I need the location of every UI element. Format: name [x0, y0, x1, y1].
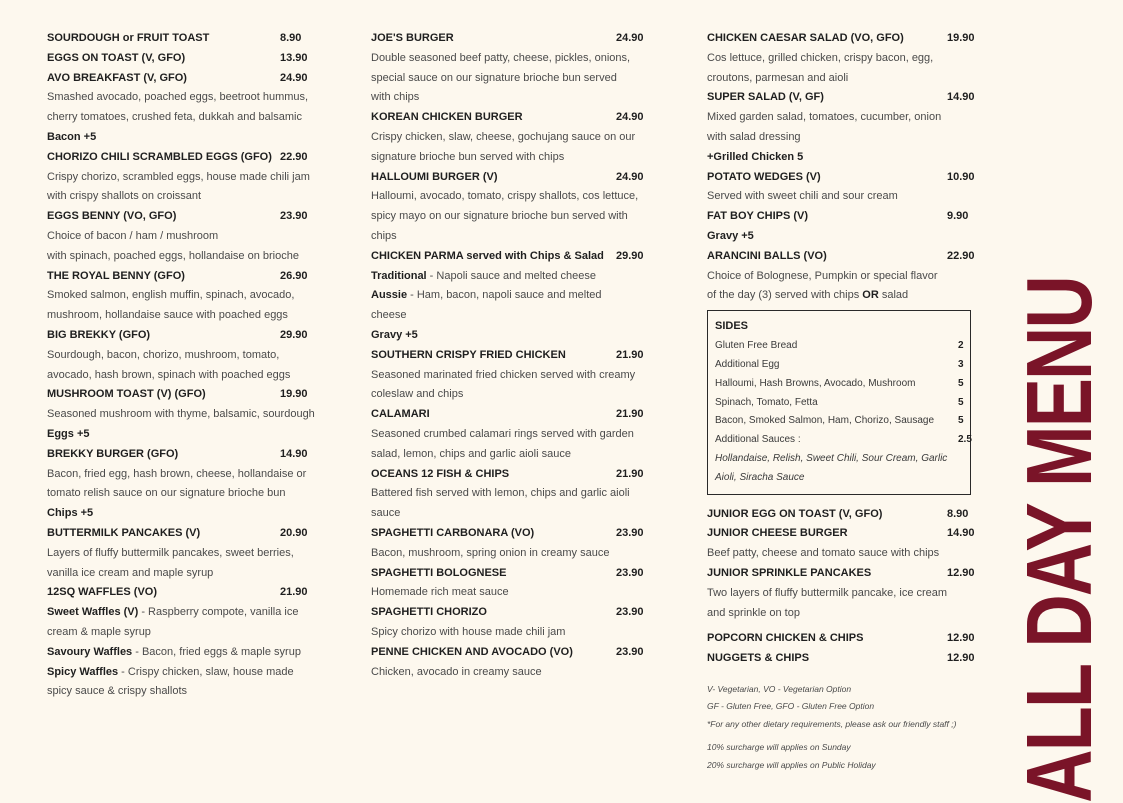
side-item-name: Halloumi, Hash Browns, Avocado, Mushroom	[715, 377, 916, 389]
menu-item-title	[47, 524, 319, 544]
side-item-name: Spinach, Tomato, Fetta	[715, 396, 818, 408]
menu-column-mains	[371, 29, 649, 682]
menu-item-description	[371, 385, 649, 405]
menu-item-name: POPCORN CHICKEN & CHIPS	[707, 632, 864, 645]
menu-item-description-text: with crispy shallots on croissant	[47, 190, 202, 203]
surcharge-public-holiday: 20% surcharge will applies on Public Holiday	[707, 759, 876, 770]
menu-item-price: 14.90	[947, 527, 975, 540]
menu-item-description	[371, 69, 649, 89]
menu-item-description-text: Spicy chorizo with house made chili jam	[371, 625, 566, 638]
legend-dietary: *For any other dietary requirements, please ask our friendly staff ;)	[707, 718, 957, 729]
menu-item-description-text: Battered fish served with lemon, chips and garlic aioli	[371, 487, 630, 500]
menu-item-name: BUTTERMILK PANCAKES (V)	[47, 526, 201, 539]
menu-item-name: NUGGETS & CHIPS	[707, 652, 810, 665]
menu-item-price: 23.90	[616, 526, 644, 539]
menu-item-price: 24.90	[616, 111, 644, 124]
sides-title: SIDES	[715, 320, 749, 333]
menu-item-addon: Chips +5	[47, 507, 94, 520]
side-item	[715, 356, 963, 375]
all-day-menu-title-text: ALL DAY MENU	[1007, 277, 1111, 803]
menu-item-name: SPAGHETTI BOLOGNESE	[371, 566, 507, 579]
menu-item-price: 21.90	[616, 408, 644, 421]
menu-item-name: AVO BREAKFAST (V, GFO)	[47, 71, 187, 84]
menu-item-description-text: salad, lemon, chips and garlic aioli sauce	[371, 447, 571, 460]
menu-item-title	[707, 168, 979, 188]
side-item-price: 5	[958, 415, 964, 427]
menu-item-description	[707, 187, 979, 207]
menu-item-description	[47, 643, 319, 663]
menu-item-description-text: Bacon, fried egg, hash brown, cheese, hollandaise or	[47, 467, 307, 480]
menu-item-description	[371, 267, 649, 287]
menu-item-description	[371, 583, 649, 603]
menu-item-description	[707, 128, 979, 148]
menu-item-description	[47, 682, 319, 702]
menu-item-description	[47, 247, 319, 267]
menu-item-description-text: croutons, parmesan and aioli	[707, 71, 849, 84]
menu-item-title	[371, 108, 649, 128]
menu-item-price: 14.90	[947, 91, 975, 104]
menu-item-name: JUNIOR CHEESE BURGER	[707, 527, 848, 540]
menu-item-description	[371, 148, 649, 168]
menu-item-description	[371, 128, 649, 148]
menu-item-description-text: with spinach, poached eggs, hollandaise on brioche	[47, 249, 299, 262]
menu-item-name: ARANCINI BALLS (VO)	[707, 249, 827, 262]
menu-item-price: 24.90	[616, 32, 644, 44]
menu-item-title	[371, 643, 649, 663]
menu-item-description	[47, 88, 319, 108]
menu-item-price: 12.90	[947, 566, 975, 579]
side-item-price: 2.5	[958, 434, 972, 446]
menu-item-price: 26.90	[280, 269, 308, 282]
menu-item-description	[707, 69, 979, 89]
menu-item-description	[371, 484, 649, 504]
menu-item-option-name: Traditional	[371, 269, 427, 282]
menu-item-option-name: Aussie	[371, 289, 408, 302]
menu-item-price: 29.90	[616, 249, 644, 262]
menu-item-title	[371, 247, 649, 267]
side-item	[715, 375, 963, 394]
menu-item-description-text: Halloumi, avocado, tomato, crispy shallots, cos lettuce,	[371, 190, 639, 203]
menu-item-description-text: Seasoned mushroom with thyme, balsamic, sourdough	[47, 408, 315, 421]
side-item	[715, 412, 963, 431]
menu-item-description-text: Crispy chicken, slaw, cheese, gochujang sauce on our	[371, 130, 636, 143]
menu-item-price: 19.90	[947, 32, 975, 44]
menu-item-option-name: Sweet Waffles (V)	[47, 606, 139, 619]
menu-item-title	[371, 524, 649, 544]
menu-item-price: 21.90	[616, 467, 644, 480]
menu-item-description-text: Choice of bacon / ham / mushroom	[47, 229, 219, 242]
menu-item-description-text: chips	[371, 229, 397, 242]
side-item-name: Additional Egg	[715, 358, 780, 370]
menu-item-description	[47, 405, 319, 425]
menu-item-price: 23.90	[616, 606, 644, 619]
menu-item-addon: Gravy +5	[371, 328, 418, 341]
menu-item-description-text: cherry tomatoes, crushed feta, dukkah and balsamic	[47, 111, 302, 124]
menu-item-price: 21.90	[616, 348, 644, 361]
menu-item-price: 14.90	[280, 447, 308, 460]
menu-item-description-text: Beef patty, cheese and tomato sauce with chips	[707, 547, 940, 560]
menu-item-description-text: mushroom, hollandaise sauce with poached eggs	[47, 309, 288, 322]
menu-item-description	[371, 286, 649, 306]
menu-item-title	[371, 465, 649, 485]
menu-item-description	[371, 227, 649, 247]
menu-item-description-text: Bacon, mushroom, spring onion in creamy sauce	[371, 546, 610, 559]
salads-and-snacks	[707, 29, 979, 306]
menu-item-name: MUSHROOM TOAST (V) (GFO)	[47, 388, 206, 401]
menu-item-description	[707, 584, 979, 604]
menu-item-name: SPAGHETTI CARBONARA (VO)	[371, 526, 535, 539]
side-item-name: Bacon, Smoked Salmon, Ham, Chorizo, Sausage	[715, 415, 934, 427]
menu-item-title	[707, 88, 979, 108]
menu-item-name: SOURDOUGH or FRUIT TOAST	[47, 32, 210, 44]
menu-item-description	[47, 465, 319, 485]
side-item	[715, 394, 963, 413]
menu-item-price: 22.90	[280, 150, 308, 163]
menu-item-name: EGGS ON TOAST (V, GFO)	[47, 51, 186, 64]
menu-item-price: 12.90	[947, 652, 975, 665]
menu-item-price: 22.90	[947, 249, 975, 262]
menu-column-breakfast	[47, 29, 319, 702]
menu-item-name: JUNIOR EGG ON TOAST (V, GFO)	[707, 507, 883, 520]
side-item-price: 5	[958, 377, 964, 389]
menu-item-price: 24.90	[616, 170, 644, 183]
menu-item-name: PENNE CHICKEN AND AVOCADO (VO)	[371, 645, 573, 658]
menu-item-name: 12SQ WAFFLES (VO)	[47, 586, 158, 599]
menu-item-title	[371, 564, 649, 584]
side-item-price: 2	[958, 340, 964, 352]
menu-item-description	[371, 445, 649, 465]
menu-item-description-text: Two layers of fluffy buttermilk pancake, ice cream	[707, 586, 948, 599]
menu-item-description-text: Sourdough, bacon, chorizo, mushroom, tomato,	[47, 348, 280, 361]
menu-item-price: 10.90	[947, 170, 975, 183]
menu-item-title	[371, 405, 649, 425]
menu-item-description-text: Mixed garden salad, tomatoes, cucumber, onion	[707, 111, 942, 124]
menu-item-description	[371, 544, 649, 564]
menu-item-description-text: Double seasoned beef patty, cheese, pickles, onions,	[371, 51, 631, 64]
menu-item-description-text: Seasoned marinated fried chicken served with creamy	[371, 368, 636, 381]
menu-item-description	[371, 49, 649, 69]
sides-box	[707, 310, 971, 494]
menu-item-title	[707, 207, 979, 227]
menu-item-description-text: and sprinkle on top	[707, 606, 800, 619]
menu-item-description	[371, 306, 649, 326]
menu-item-description	[371, 663, 649, 683]
menu-item-title	[47, 69, 319, 89]
menu-item-description	[47, 227, 319, 247]
menu-item-description-text: of the day (3) served with chips	[707, 289, 863, 302]
menu-item-title	[47, 49, 319, 69]
menu-item-price: 13.90	[280, 51, 308, 64]
menu-item-description	[47, 346, 319, 366]
menu-item-description-text: avocado, hash brown, spinach with poached eggs	[47, 368, 291, 381]
menu-item-title	[707, 505, 979, 525]
menu-item-description	[371, 504, 649, 524]
menu-item-description	[707, 544, 979, 564]
menu-item-description	[371, 207, 649, 227]
menu-item-description-text: Seasoned crumbed calamari rings served with garden	[371, 427, 634, 440]
menu-item-title	[371, 346, 649, 366]
menu-item-title	[47, 267, 319, 287]
menu-item-title	[47, 207, 319, 227]
menu-item-description	[707, 267, 979, 287]
menu-item-description	[47, 663, 319, 683]
sides-list	[715, 337, 972, 450]
menu-item-description	[47, 187, 319, 207]
menu-item-description	[371, 88, 649, 108]
menu-item-name: CHORIZO CHILI SCRAMBLED EGGS (GFO)	[47, 150, 272, 163]
menu-item-name: SUPER SALAD (V, GF)	[707, 91, 824, 104]
menu-item-price: 29.90	[280, 328, 308, 341]
menu-item-title	[47, 148, 319, 168]
menu-item-price: 23.90	[280, 210, 308, 223]
menu-item-addon: Gravy +5	[707, 229, 754, 242]
menu-item-title	[47, 385, 319, 405]
side-item-price: 5	[958, 396, 964, 408]
menu-item-title	[47, 326, 319, 346]
menu-item-name: SPAGHETTI CHORIZO	[371, 606, 487, 619]
menu-item-description-text: - Ham, bacon, napoli sauce and melted	[407, 289, 602, 302]
menu-item-name: CHICKEN CAESAR SALAD (VO, GFO)	[707, 32, 904, 44]
menu-item-title	[47, 583, 319, 603]
menu-item-title	[707, 524, 979, 544]
menu-item-description-text: Homemade rich meat sauce	[371, 586, 509, 599]
menu-item-description	[707, 286, 979, 306]
menu-item-description-text: spicy sauce & crispy shallots	[47, 685, 187, 698]
menu-item-description	[371, 187, 649, 207]
junior-menu	[707, 505, 979, 624]
menu-item-description-text: sauce	[371, 507, 401, 520]
menu-item-description-text: salad	[878, 289, 909, 302]
menu-item-title	[707, 649, 979, 669]
menu-item-description-text: tomato relish sauce on our signature brioche bun	[47, 487, 286, 500]
menu-item-name: HALLOUMI BURGER (V)	[371, 170, 498, 183]
menu-item-name: BREKKY BURGER (GFO)	[47, 447, 179, 460]
menu-item-description	[371, 425, 649, 445]
menu-item-description	[371, 366, 649, 386]
side-item-name: Additional Sauces :	[715, 434, 801, 446]
menu-item-description-text: - Napoli sauce and melted cheese	[426, 269, 597, 282]
menu-item-description	[707, 49, 979, 69]
menu-item-description-text: with chips	[371, 91, 420, 104]
menu-column-salads-sides	[707, 29, 979, 774]
menu-item-description-text: special sauce on our signature brioche bun served	[371, 71, 617, 84]
menu-item-description-text: Crispy chorizo, scrambled eggs, house made chili jam	[47, 170, 310, 183]
menu-item-addon: +Grilled Chicken 5	[707, 150, 804, 163]
menu-item-price: 19.90	[280, 388, 308, 401]
menu-item-description-text: vanilla ice cream and maple syrup	[47, 566, 214, 579]
menu-item-description-text: spicy mayo on our signature brioche bun served with	[371, 210, 628, 223]
menu-item-price: 23.90	[616, 566, 644, 579]
menu-item-title	[707, 29, 979, 49]
menu-item-description	[47, 286, 319, 306]
menu-item-price: 9.90	[947, 210, 969, 223]
menu-item-name: CHICKEN PARMA served with Chips & Salad	[371, 249, 604, 262]
menu-item-name: CALAMARI	[371, 408, 430, 421]
menu-item-emphasis: OR	[862, 289, 879, 302]
menu-item-name: FAT BOY CHIPS (V)	[707, 210, 809, 223]
legend-vegetarian: V- Vegetarian, VO - Vegetarian Option	[707, 683, 852, 694]
menu-item-description-text: signature brioche bun served with chips	[371, 150, 565, 163]
legend-gluten-free: GF - Gluten Free, GFO - Gluten Free Option	[707, 701, 875, 712]
menu-item-title	[707, 629, 979, 649]
menu-item-name: OCEANS 12 FISH & CHIPS	[371, 467, 510, 480]
kids-menu	[707, 629, 979, 669]
menu-item-name: BIG BREKKY (GFO)	[47, 328, 151, 341]
menu-item-description-text: - Raspberry compote, vanilla ice	[138, 606, 299, 619]
menu-item-description-text: cream & maple syrup	[47, 625, 151, 638]
menu-item-name: KOREAN CHICKEN BURGER	[371, 111, 523, 124]
menu-item-title	[47, 29, 319, 49]
menu-item-description	[47, 168, 319, 188]
menu-item-price: 23.90	[616, 645, 644, 658]
menu-item-description-text: Layers of fluffy buttermilk pancakes, sweet berries,	[47, 546, 294, 559]
menu-item-description	[47, 484, 319, 504]
menu-item-name: SOUTHERN CRISPY FRIED CHICKEN	[371, 348, 566, 361]
sides-sauce-note-2: Aioli, Siracha Sauce	[715, 471, 805, 483]
menu-item-price: 12.90	[947, 632, 975, 645]
surcharge-sunday: 10% surcharge will applies on Sunday	[707, 742, 851, 753]
menu-item-description	[707, 604, 979, 624]
menu-item-description	[47, 623, 319, 643]
menu-item-name: JOE'S BURGER	[371, 32, 454, 44]
menu-item-price: 8.90	[280, 32, 302, 44]
menu-item-description-text: cheese	[371, 309, 407, 322]
menu-item-description-text: with salad dressing	[707, 130, 801, 143]
sides-sauce-note-1: Hollandaise, Relish, Sweet Chili, Sour Cream, Garlic	[715, 452, 948, 464]
menu-item-description-text: coleslaw and chips	[371, 388, 464, 401]
menu-item-name: POTATO WEDGES (V)	[707, 170, 821, 183]
menu-item-description-text: Smashed avocado, poached eggs, beetroot hummus,	[47, 91, 309, 104]
side-item-name: Gluten Free Bread	[715, 340, 798, 352]
menu-item-price: 20.90	[280, 526, 308, 539]
menu-item-description	[47, 564, 319, 584]
menu-item-description-text: Served with sweet chili and sour cream	[707, 190, 898, 203]
side-item	[715, 431, 972, 450]
menu-item-addon: Eggs +5	[47, 427, 90, 440]
side-item-price: 3	[958, 358, 964, 370]
menu-item-name: JUNIOR SPRINKLE PANCAKES	[707, 566, 872, 579]
menu-item-title	[371, 168, 649, 188]
menu-item-title	[371, 603, 649, 623]
menu-item-description-text: Cos lettuce, grilled chicken, crispy bacon, egg,	[707, 51, 934, 64]
side-item	[715, 337, 963, 356]
menu-item-price: 21.90	[280, 586, 308, 599]
menu-item-name: EGGS BENNY (VO, GFO)	[47, 210, 177, 223]
menu-item-description	[707, 108, 979, 128]
menu-item-option-name: Spicy Waffles	[47, 665, 119, 678]
menu-item-description	[47, 306, 319, 326]
menu-item-description-text: Chicken, avocado in creamy sauce	[371, 665, 542, 678]
menu-item-description-text: - Crispy chicken, slaw, house made	[118, 665, 294, 678]
menu-item-option-name: Savoury Waffles	[47, 645, 133, 658]
menu-item-price: 24.90	[280, 71, 308, 84]
menu-item-name: THE ROYAL BENNY (GFO)	[47, 269, 185, 282]
menu-item-description	[47, 603, 319, 623]
menu-item-title	[707, 247, 979, 267]
menu-item-title	[707, 564, 979, 584]
all-day-menu-title	[1007, 277, 1111, 803]
menu-item-title	[47, 445, 319, 465]
menu-item-description	[47, 544, 319, 564]
menu-item-description-text: Smoked salmon, english muffin, spinach, avocado,	[47, 289, 295, 302]
menu-item-price: 8.90	[947, 507, 969, 520]
menu-item-title	[371, 29, 649, 49]
menu-item-description	[47, 366, 319, 386]
menu-item-description	[47, 108, 319, 128]
menu-item-description	[371, 623, 649, 643]
menu-item-addon: Bacon +5	[47, 130, 97, 143]
menu-item-description-text: - Bacon, fried eggs & maple syrup	[132, 645, 301, 658]
menu-item-description-text: Choice of Bolognese, Pumpkin or special flavor	[707, 269, 938, 282]
